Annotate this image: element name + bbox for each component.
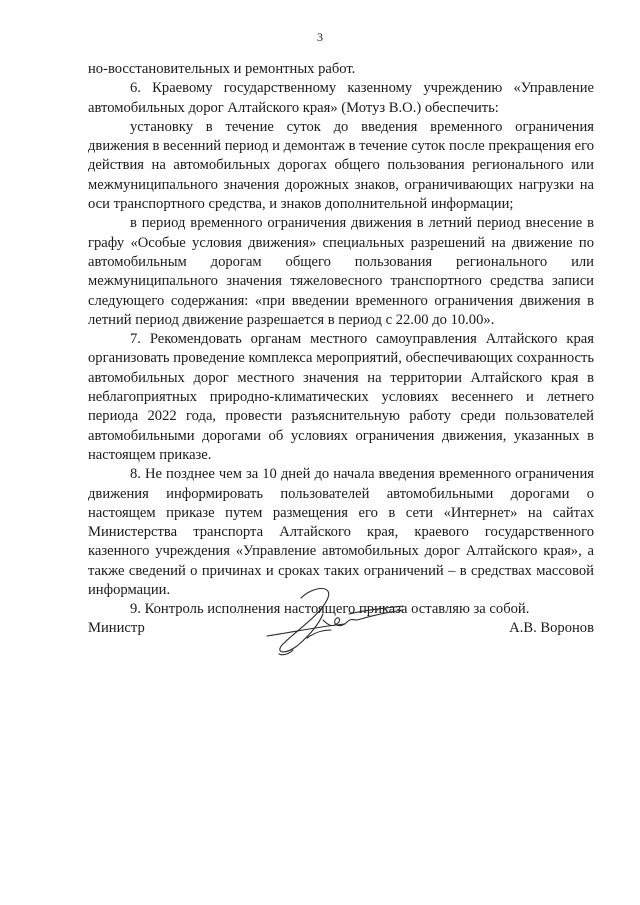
paragraph-item-9: 9. Контроль исполнения настоящего приказа оставляю за собой. xyxy=(130,601,530,618)
paragraph-item-7: 7. Рекомендовать органам местного самоуправления Алтайского края организовать проведение комплекса мероприятий, обеспечивающих сохранность автомобильных дорог местного значения на территории Алтайского края в неблагоприятных природно-климатических условиях весеннего и летнего периода 2022 года, провести разъяснительную работу среди пользователей автомобильными дорогами об условиях ограничения движения, указанных в настоящем приказе. xyxy=(88,331,594,463)
signatory-name: А.В. Воронов xyxy=(509,620,594,636)
paragraph-item-6: 6. Краевому государственному казенному учреждению «Управление автомобильных дорог Алтайского края» (Мотуз В.О.) обеспечить: xyxy=(88,80,594,116)
paragraph-item-6-permits: в период временного ограничения движения в летний период внесение в графу «Особые условия движения» специальных разрешений на движение по автомобильным дорогам общего пользования регионального или межмуниципального значения тяжеловесного транспортного средства записи следующего содержания: «при введении временного ограничения движения в летний период движение разрешается в период с 22.00 до 10.00». xyxy=(88,215,594,328)
paragraph-continuation: но-восстановительных и ремонтных работ. xyxy=(88,61,356,77)
paragraph-item-8: 8. Не позднее чем за 10 дней до начала введения временного ограничения движения информировать пользователей автомобильными дорогами о настоящем приказе путем размещения его в сети «Интернет» на сайтах Министерства транспорта Алтайского края, краевого государственного казенного учреждения «Управление автомобильных дорог Алтайского края», а также сведений о причинах и сроках таких ограничений – в средствах массовой информации. xyxy=(88,466,594,599)
document-body xyxy=(88,60,594,620)
page-number: 3 xyxy=(317,30,323,44)
handwritten-signature-icon xyxy=(253,580,413,665)
signatory-title: Министр xyxy=(88,620,145,636)
paragraph-item-6-signs: установку в течение суток до введения временного ограничения движения в весенний период и демонтаж в течение суток после прекращения его действия на автомобильных дорогах общего пользования регионального или межмуниципального значения дорожных знаков, ограничивающих нагрузки на оси транспортного средства, и знаков дополнительной информации; xyxy=(88,118,594,213)
signature-block xyxy=(88,600,594,660)
